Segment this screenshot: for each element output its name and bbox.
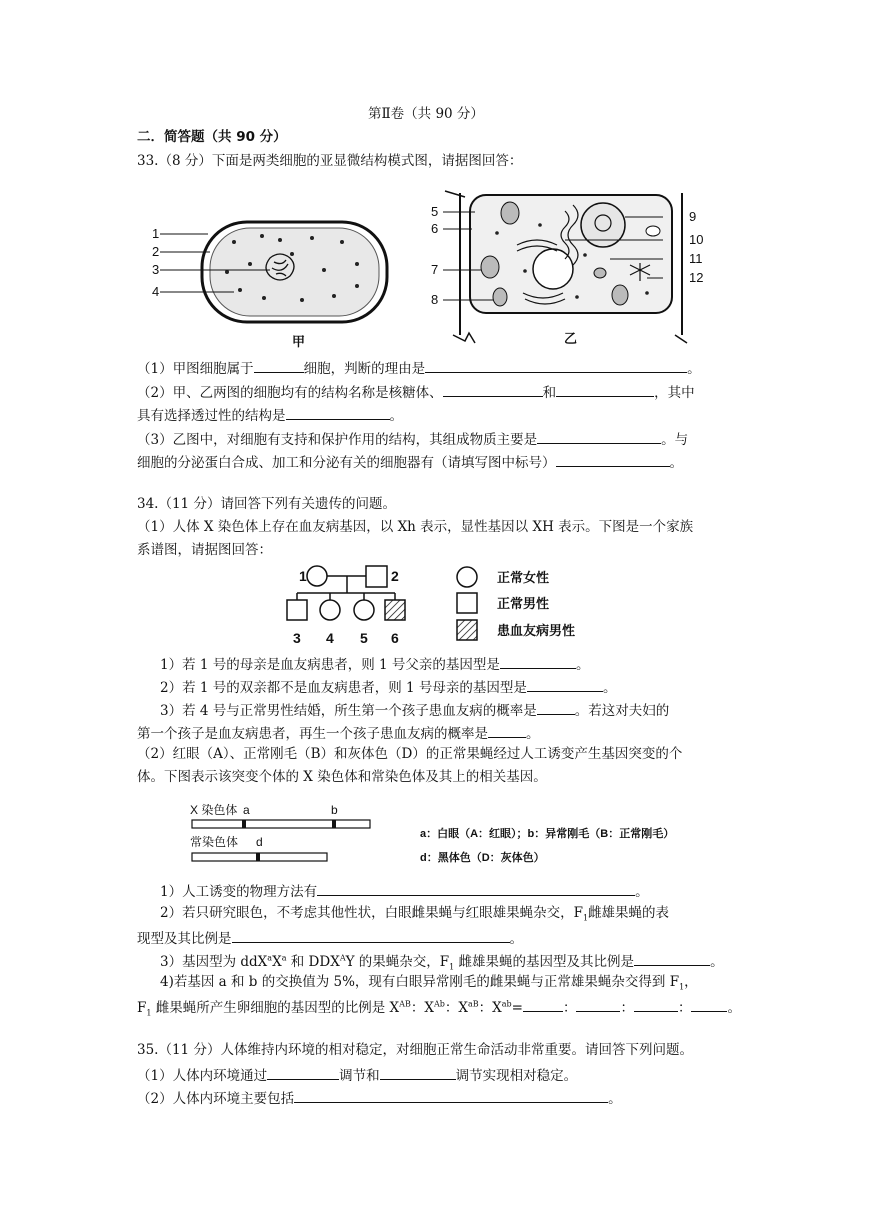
pedigree-num-5: 5 <box>360 630 368 646</box>
q34-p2-cont: 体。下图表示该突变个体的 X 染色体和常染色体及其上的相关基因。 <box>137 769 547 785</box>
blank[interactable] <box>527 679 603 692</box>
blank[interactable] <box>232 930 510 943</box>
blank[interactable] <box>488 725 526 738</box>
label-5: 5 <box>431 204 439 219</box>
pedigree-num-6: 6 <box>391 630 399 646</box>
q34-p2: （2）红眼（A）、正常刚毛（B）和灰体色（D）的正常果蝇经过人工诱变产生基因突变的个 <box>137 746 683 762</box>
chromosome-diagram <box>188 800 708 870</box>
blank[interactable] <box>556 454 670 467</box>
blank[interactable] <box>500 656 576 669</box>
legend-normal-male: 正常男性 <box>497 596 550 611</box>
blank[interactable] <box>380 1067 456 1080</box>
blank[interactable] <box>691 999 727 1012</box>
blank[interactable] <box>576 999 620 1012</box>
q34-p1-cont: 系谱图，请据图回答： <box>137 542 272 558</box>
label-10: 10 <box>689 232 704 247</box>
q34-t1: 1）人工诱变的物理方法有 。 <box>160 884 649 900</box>
blank[interactable] <box>443 384 543 397</box>
q34-t4: 4)若基因 a 和 b 的交换值为 5%，现有白眼异常刚毛的雌果蝇与正常雄果蝇杂交得到 $F_1$， <box>160 974 698 992</box>
label-8: 8 <box>431 292 439 307</box>
page-title: 第Ⅱ卷（共 90 分） <box>368 106 484 122</box>
pedigree-num-3: 3 <box>293 630 301 646</box>
q34-s3-cont: 第一个孩子是血友病患者，再生一个孩子患血友病的概率是 。 <box>137 726 540 742</box>
q34-s2: 2）若 1 号的双亲都不是血友病患者，则 1 号母亲的基因型是 。 <box>160 680 617 696</box>
label-1: 1 <box>152 226 160 241</box>
blank[interactable] <box>537 702 575 715</box>
blank[interactable] <box>294 1090 608 1103</box>
blank[interactable] <box>254 360 304 373</box>
label-2: 2 <box>152 244 160 259</box>
chrom-x-label: X 染色体 <box>190 803 238 817</box>
label-6: 6 <box>431 221 439 236</box>
chrom-legend-2: d：黑体色（D：灰体色） <box>420 852 545 864</box>
gene-b-label: b <box>331 803 338 817</box>
cell-diagram-yi <box>425 185 715 345</box>
chrom-auto-label: 常染色体 <box>190 835 239 849</box>
gene-a-label: a <box>243 803 250 817</box>
q35-p2: （2）人体内环境主要包括 。 <box>137 1091 622 1107</box>
q35-stem: 35.（11 分）人体维持内环境的相对稳定，对细胞正常生命活动非常重要。请回答下列问题。 <box>137 1042 693 1058</box>
blank[interactable] <box>634 999 678 1012</box>
cell-diagram-jia <box>152 212 392 347</box>
q34-t2-cont: 现型及其比例是 。 <box>137 931 523 947</box>
q33-stem: 33.（8 分）下面是两类细胞的亚显微结构模式图，请据图回答： <box>137 153 523 169</box>
pedigree-num-1: 1 <box>299 568 307 584</box>
pedigree-num-2: 2 <box>391 568 399 584</box>
pedigree-num-4: 4 <box>326 630 334 646</box>
fig-caption-yi: 乙 <box>564 331 578 346</box>
blank[interactable] <box>286 407 390 420</box>
blank[interactable] <box>556 384 654 397</box>
q34-s3: 3）若 4 号与正常男性结婚，所生第一个孩子患血友病的概率是 。若这对夫妇的 <box>160 703 670 719</box>
label-3: 3 <box>152 262 160 277</box>
q33-p2: （2）甲、乙两图的细胞均有的结构名称是核糖体、 和 ，其中 <box>137 385 695 401</box>
blank[interactable] <box>317 883 635 896</box>
q33-p1: （1）甲图细胞属于 细胞，判断的理由是 。 <box>137 361 701 377</box>
gene-d-label: d <box>256 835 263 849</box>
fig-caption-jia: 甲 <box>292 334 306 349</box>
legend-affected-male: 患血友病男性 <box>497 623 576 638</box>
label-11: 11 <box>689 251 703 266</box>
label-9: 9 <box>689 209 697 224</box>
q34-t3: 3）基因型为 $ddX^aX^a$ 和 $DDX^AY$ 的果蝇杂交，$F_1$ 雌雄果蝇的基因型及其比例是 。 <box>160 953 724 972</box>
legend-normal-female: 正常女性 <box>497 570 550 585</box>
pedigree-chart <box>295 563 615 648</box>
q33-p3: （3）乙图中，对细胞有支持和保护作用的结构，其组成物质主要是 。与 <box>137 432 689 448</box>
q34-stem: 34.（11 分）请回答下列有关遗传的问题。 <box>137 496 396 512</box>
blank[interactable] <box>634 953 710 966</box>
q34-t4-cont: $F_1$ 雌果蝇所产生卵细胞的基因型的比例是 $X^{AB}$：$X^{Ab}$：$X^{aB}$：$X^{ab}=$ ： ： ： 。 <box>137 999 741 1018</box>
q34-t2: 2）若只研究眼色，不考虑其他性状，白眼雌果蝇与红眼雄果蝇杂交，$F_1$雌雄果蝇的表 <box>160 905 670 923</box>
q33-p2-cont: 具有选择透过性的结构是 。 <box>137 408 403 424</box>
blank[interactable] <box>537 431 661 444</box>
q34-s1: 1）若 1 号的母亲是血友病患者，则 1 号父亲的基因型是 。 <box>160 657 590 673</box>
section-heading: 二．简答题（共 90 分） <box>137 129 287 145</box>
blank[interactable] <box>523 999 563 1012</box>
blank[interactable] <box>267 1067 339 1080</box>
q34-p1: （1）人体 X 染色体上存在血友病基因，以 Xh 表示，显性基因以 XH 表示。下图是一个家族 <box>137 519 694 535</box>
q35-p1: （1）人体内环境通过 调节和 调节实现相对稳定。 <box>137 1068 578 1084</box>
chrom-legend-1: a：白眼（A：红眼）；b：异常刚毛（B：正常刚毛） <box>420 828 675 840</box>
label-7: 7 <box>431 262 439 277</box>
q33-p3-cont: 细胞的分泌蛋白合成、加工和分泌有关的细胞器有（请填写图中标号） 。 <box>137 455 683 471</box>
label-12: 12 <box>689 270 704 285</box>
blank[interactable] <box>425 360 687 373</box>
label-4: 4 <box>152 284 160 299</box>
